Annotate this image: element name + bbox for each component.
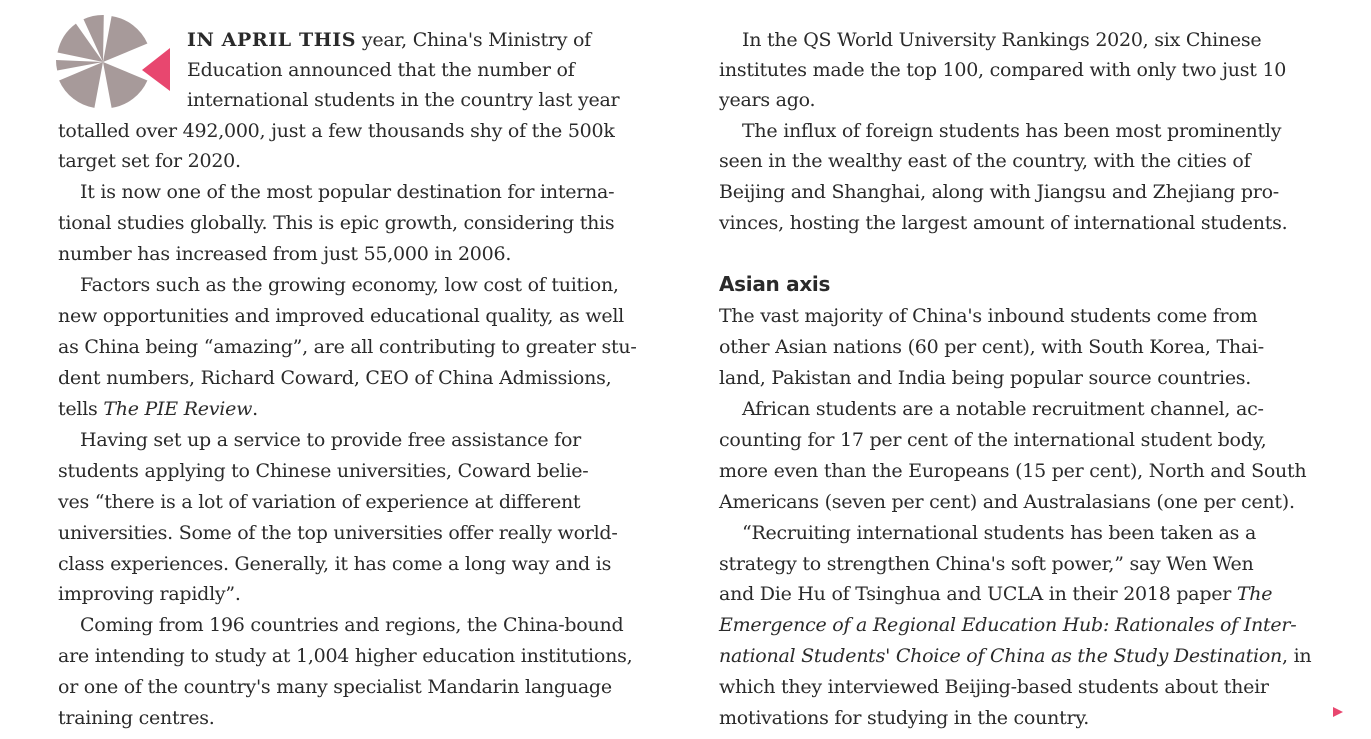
article-line: Americans (seven per cent) and Australasians (one per cent).	[719, 491, 1295, 513]
article-line: new opportunities and improved educational quality, as well	[58, 305, 625, 327]
article-line: institutes made the top 100, compared with only two just 10	[719, 59, 1287, 81]
article-line: improving rapidly”.	[58, 583, 241, 605]
article-line	[719, 580, 1272, 608]
article-line: number has increased from just 55,000 in 2006.	[58, 243, 512, 265]
article-line	[58, 395, 258, 423]
article-line: more even than the Europeans (15 per cent), North and South	[719, 460, 1307, 482]
article-line: which they interviewed Beijing-based students about their	[719, 676, 1269, 698]
article-line: Coming from 196 countries and regions, the China-bound	[80, 614, 624, 636]
article-line: Education announced that the number of	[187, 59, 575, 81]
article-line	[187, 26, 591, 54]
article-line: target set for 2020.	[58, 150, 241, 172]
logo-segment	[103, 62, 147, 108]
article-line: or one of the country's many specialist Mandarin language	[58, 676, 612, 698]
article-line-text: and Die Hu of Tsinghua and UCLA in their 2018 paper	[719, 583, 1237, 605]
article-line: land, Pakistan and India being popular source countries.	[719, 367, 1252, 389]
publication-title: The PIE Review	[103, 398, 253, 420]
article-line: Factors such as the growing economy, low cost of tuition,	[80, 274, 619, 296]
article-line: class experiences. Generally, it has come a long way and is	[58, 553, 612, 575]
article-line: counting for 17 per cent of the international student body,	[719, 429, 1267, 451]
article-line: It is now one of the most popular destination for interna-	[80, 181, 615, 203]
article-line: strategy to strengthen China's soft power,” say Wen Wen	[719, 553, 1254, 575]
article-line-text: tells	[58, 398, 104, 420]
article-line: seen in the wealthy east of the country, with the cities of	[719, 150, 1251, 172]
logo-pink-wedge	[142, 48, 170, 91]
article-line: universities. Some of the top universities offer really world-	[58, 522, 618, 544]
article-line	[719, 611, 1296, 639]
paper-title: national Students' Choice of China as the Study Destination	[719, 645, 1282, 667]
article-line: Having set up a service to provide free assistance for	[80, 429, 581, 451]
paper-title: The	[1236, 583, 1273, 605]
article-line: motivations for studying in the country.	[719, 707, 1090, 729]
article-line: are intending to study at 1,004 higher education institutions,	[58, 645, 633, 667]
article-line: dent numbers, Richard Coward, CEO of China Admissions,	[58, 367, 612, 389]
paper-title: Emergence of a Regional Education Hub: Rationales of Inter-	[719, 614, 1297, 636]
article-line: international students in the country last year	[187, 89, 620, 111]
article-line: ves “there is a lot of variation of experience at different	[58, 491, 581, 513]
section-subheading: Asian axis	[719, 272, 831, 296]
article-line-text: .	[252, 398, 258, 420]
segmented-circle-logo-icon	[55, 12, 175, 112]
article-line: totalled over 492,000, just a few thousands shy of the 500k	[58, 120, 615, 142]
article-line: “Recruiting international students has been taken as a	[742, 522, 1257, 544]
article-line: In the QS World University Rankings 2020, six Chinese	[742, 29, 1262, 51]
article-line: Beijing and Shanghai, along with Jiangsu and Zhejiang pro-	[719, 181, 1279, 203]
article-line: The influx of foreign students has been most prominently	[742, 120, 1282, 142]
article-line: students applying to Chinese universities, Coward belie-	[58, 460, 589, 482]
continue-arrow-icon	[1331, 705, 1345, 719]
logo-segment	[103, 16, 147, 62]
article-line: vinces, hosting the largest amount of international students.	[719, 212, 1288, 234]
lead-in: IN APRIL THIS	[187, 29, 357, 51]
article-line: other Asian nations (60 per cent), with South Korea, Thai-	[719, 336, 1264, 358]
article-line: as China being “amazing”, are all contributing to greater stu-	[58, 336, 637, 358]
article-line: training centres.	[58, 707, 215, 729]
article-line: years ago.	[719, 89, 816, 111]
article-line: tional studies globally. This is epic growth, considering this	[58, 212, 615, 234]
article-line	[719, 642, 1311, 670]
article-line-text: , in	[1282, 645, 1312, 667]
article-line-text: year, China's Ministry of	[356, 29, 591, 51]
article-line: African students are a notable recruitment channel, ac-	[742, 398, 1264, 420]
article-line: The vast majority of China's inbound students come from	[719, 305, 1258, 327]
